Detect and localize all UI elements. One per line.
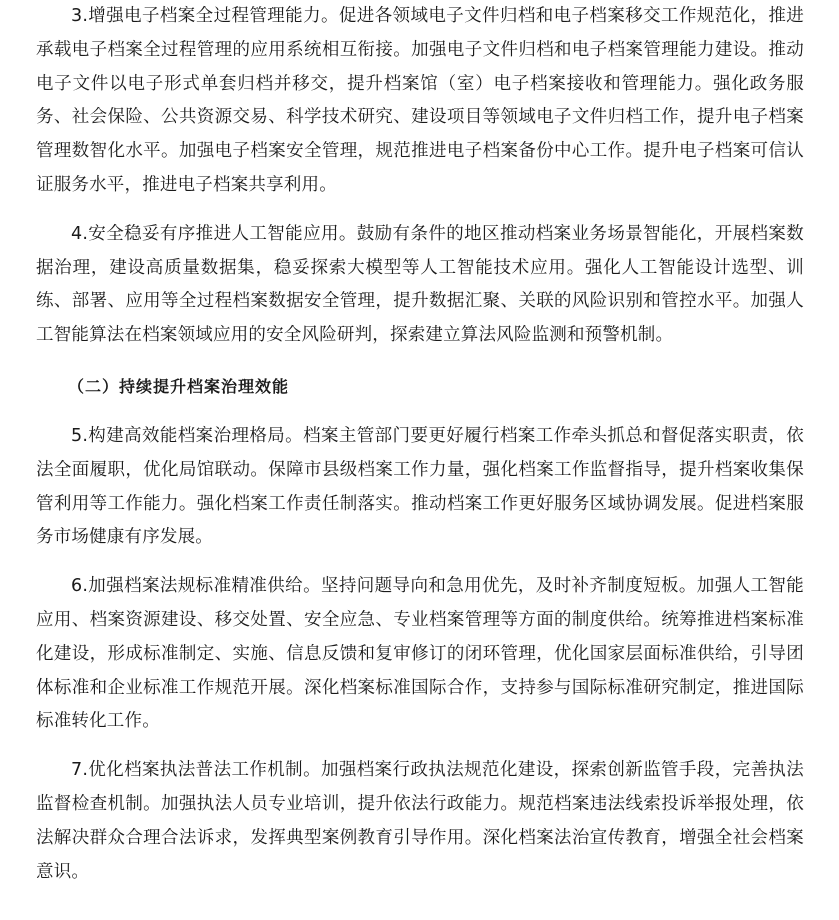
document-body <box>36 0 804 889</box>
paragraph-4-ai-application: 4.安全稳妥有序推进人工智能应用。鼓励有条件的地区推动档案业务场景智能化，开展档案数据治理，建设高质量数据集，稳妥探索大模型等人工智能技术应用。强化人工智能设计选型、训练、部署、应用等全过程档案数据安全管理，提升数据汇聚、关联的风险识别和管控水平。加强人工智能算法在档案领域应用的安全风险研判，探索建立算法风险监测和预警机制。 <box>36 223 804 346</box>
paragraph-5-governance: 5.构建高效能档案治理格局。档案主管部门要更好履行档案工作牵头抓总和督促落实职责，依法全面履职，优化局馆联动。保障市县级档案工作力量，强化档案工作监督指导，提升档案收集保管利用等工作能力。强化档案工作责任制落实。推动档案工作更好服务区域协调发展。促进档案服务市场健康有序发展。 <box>36 425 804 548</box>
paragraph-7-law-enforcement: 7.优化档案执法普法工作机制。加强档案行政执法规范化建设，探索创新监管手段，完善执法监督检查机制。加强执法人员专业培训，提升依法行政能力。规范档案违法线索投诉举报处理，依法解决群众合理合法诉求，发挥典型案例教育引导作用。深化档案法治宣传教育，增强全社会档案意识。 <box>36 760 804 882</box>
paragraph-6-standards: 6.加强档案法规标准精准供给。坚持问题导向和急用优先，及时补齐制度短板。加强人工智能应用、档案资源建设、移交处置、安全应急、专业档案管理等方面的制度供给。统筹推进档案标准化建设，形成标准制定、实施、信息反馈和复审修订的闭环管理，优化国家层面标准供给，引导团体标准和企业标准工作规范开展。深化档案标准国际合作，支持参与国际标准研究制定，推进国际标准转化工作。 <box>36 576 804 732</box>
paragraph-3-electronic-archives: 3.增强电子档案全过程管理能力。促进各领域电子文件归档和电子档案移交工作规范化，推进承载电子档案全过程管理的应用系统相互衔接。加强电子文件归档和电子档案管理能力建设。推动电子文件以电子形式单套归档并移交，提升档案馆（室）电子档案接收和管理能力。强化政务服务、社会保险、公共资源交易、科学技术研究、建设项目等领域电子文件归档工作，提升电子档案管理数智化水平。加强电子档案安全管理，规范推进电子档案备份中心工作。提升电子档案可信认证服务水平，推进电子档案共享利用。 <box>36 6 804 195</box>
section-heading: （二）持续提升档案治理效能 <box>68 376 290 396</box>
